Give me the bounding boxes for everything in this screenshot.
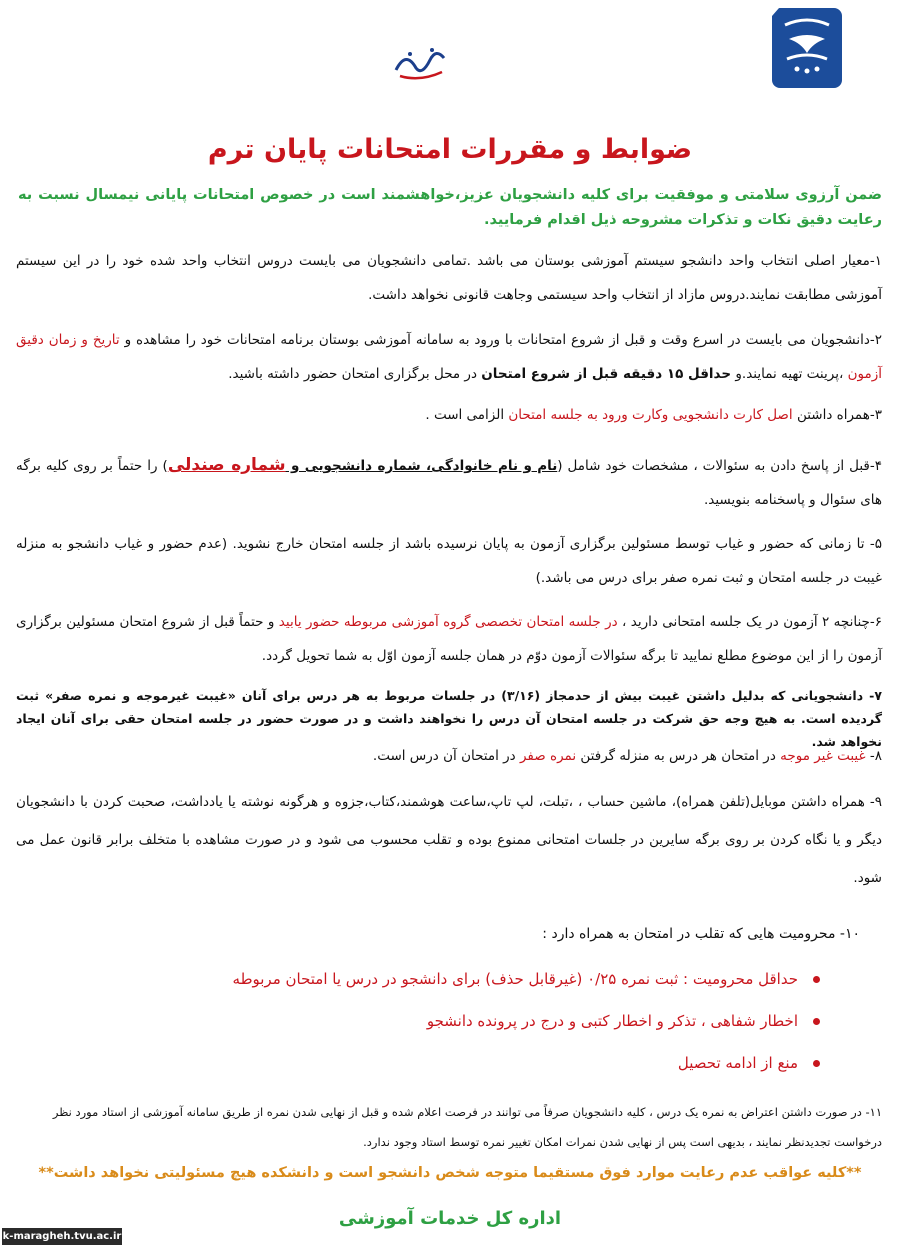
list-item-text: حداقل محرومیت : ثبت نمره ۰/۲۵ (غیرقابل حذف) برای دانشجو در درس یا امتحان مربوطه (232, 970, 798, 988)
rule-4-text-a: ۴-قبل از پاسخ دادن به سئوالات ، مشخصات خود شامل ( (557, 458, 882, 474)
rule-5: ۵- تا زمانی که حضور و غیاب توسط مسئولین برگزاری آزمون به پایان نرسیده باشد از جلسه امتحان خارج نشوید. (عدم حضور و غیاب دانشجو به منزله غیبت در جلسه امتحان و ثبت نمره صفر برای درس می باشد.) (16, 536, 882, 586)
rule-3-required-cards: اصل کارت دانشجویی وکارت ورود به جلسه امتحان (508, 407, 793, 423)
list-item (40, 1042, 820, 1084)
motto-calligraphy (392, 40, 448, 82)
rule-7: ۷- دانشجویانی که بدلیل داشتن غیبت بیش از حدمجاز (۳/۱۶) در جلسات مربوط به هر درس برای آنان «غیبت غیرموجه و نمره صفر» ثبت گردیده است. به هیچ وجه حق شرکت در جلسه امتحان آن درس را نخواهند داشت و در صورت حضور در جلسه امتحان حقی برای آنان ایجاد نخواهد شد. (16, 688, 883, 749)
list-item (40, 1000, 820, 1042)
rule-6-attend-session: در جلسه امتحان تخصصی گروه آموزشی مربوطه حضور یابید (278, 614, 618, 630)
bullet-icon (813, 1060, 820, 1067)
rule-4-seat-number: شماره صندلی (167, 455, 286, 475)
rule-8-unexcused-absence: غیبت غیر موجه (780, 748, 866, 764)
rule-8-text-c: در امتحان هر درس به منزله گرفتن (576, 748, 781, 764)
rule-8-text-e: در امتحان آن درس است. (372, 748, 520, 764)
rule-4 (16, 448, 882, 517)
list-item-text: منع از ادامه تحصیل (677, 1054, 798, 1072)
rule-6-text-c: و حتماً قبل از شروع امتحان مسئولین برگزاری آزمون را از این موضوع مطلع نمایید تا برگه سئوالات آزمون دوّم در همان جلسه آزمون اوّل به شما تحویل گردد. (16, 614, 882, 664)
rule-2-text-e: در محل برگزاری امتحان حضور داشته باشید. (228, 366, 482, 382)
intro-paragraph: ضمن آرزوی سلامتی و موفقیت برای کلیه دانشجویان عزیز،خواهشمند است در خصوص امتحانات پایانی نیمسال نسبت به رعایت دقیق نکات و تذکرات مشروحه ذیل اقدام فرمایید. (18, 187, 882, 228)
university-logo (772, 8, 842, 88)
rule-3 (16, 398, 882, 432)
rule-10-heading: ۱۰- محرومیت هایی که تقلب در امتحان به همراه دارد : (542, 926, 860, 942)
rule-4-name-id: نام و نام خانوادگی، شماره دانشجویی و (285, 458, 558, 474)
rule-8-text-a: ۸- (865, 748, 882, 764)
rule-2 (16, 323, 882, 391)
rule-11: ۱۱- در صورت داشتن اعتراض به نمره یک درس ، کلیه دانشجویان صرفاً می توانند در فرصت اعلام شده و قبل از نهایی شدن نمره از طریق سامانه آموزشی از استاد مورد نظر درخواست تجدیدنظر نمایند ، بدیهی است پس از نهایی شدن نمرات امکان تغییر نمره توسط استاد وجود ندارد. (52, 1105, 882, 1149)
rule-6-text-a: ۶-چنانچه ۲ آزمون در یک جلسه امتحانی دارید ، (617, 614, 883, 630)
rule-4-text-d: ) را حتماً بر روی کلیه برگه های سئوال و پاسخنامه بنویسید. (16, 458, 882, 508)
rule-2-text-c: ،پرینت تهیه نمایند.و (731, 366, 848, 382)
rule-1: ۱-معیار اصلی انتخاب واحد دانشجو سیستم آموزشی بوستان می باشد .تمامی دانشجویان می بایست دروس انتخاب واحد شده خود را در این سیستم آموزشی مطابقت نمایند.دروس مازاد از انتخاب واحد سیستمی وجاهت قانونی نخواهد داشت. (16, 253, 882, 303)
rule-2-exam-time: تاریخ و زمان دقیق آزمون (16, 332, 882, 382)
rule-6 (16, 605, 882, 673)
footer-office-name: اداره کل خدمات آموزشی (338, 1208, 562, 1229)
rule-3-text-c: الزامی است . (425, 407, 509, 423)
list-item (40, 958, 820, 1000)
rule-2-text-a: ۲-دانشجویان می بایست در اسرع وقت و قبل از شروع امتحانات با ورود به سامانه آموزشی بوستان برنامه امتحانات خود را مشاهده و (119, 332, 882, 348)
list-item-text: اخطار شفاهی ، تذکر و اخطار کتبی و درج در پرونده دانشجو (426, 1012, 798, 1030)
page-title: ضوابط و مقررات امتحانات پایان ترم (207, 134, 693, 165)
website-link[interactable]: k-maragheh.tvu.ac.ir (2, 1228, 122, 1245)
rule-8 (16, 739, 882, 773)
bullet-icon (813, 976, 820, 983)
university-logo-mark (777, 13, 837, 83)
bullet-icon (813, 1018, 820, 1025)
rule-2-arrival-time: حداقل ۱۵ دقیقه قبل از شروع امتحان (481, 366, 732, 382)
rule-8-zero-grade: نمره صفر (519, 748, 577, 764)
rule-10-bullet-list (40, 958, 820, 1084)
footer-warning: **کلیه عواقب عدم رعایت موارد فوق مستقیما متوجه شخص دانشجو است و دانشکده هیچ مسئولیتی نخواهد داشت** (38, 1165, 862, 1181)
rule-9: ۹- همراه داشتن موبایل(تلفن همراه)، ماشین حساب ، ،تبلت، لپ تاپ،ساعت هوشمند،کتاب،جزوه و هرگونه نوشته یا یادداشت، صحبت کردن با دانشجویان دیگر و یا نگاه کردن بر روی برگه سایرین در جلسات امتحانی ممنوع بوده و تقلب محسوب می شود و در صورت مشاهده با متخلف برابر قانون عمل می شود. (16, 794, 882, 886)
rule-3-text-a: ۳-همراه داشتن (792, 407, 882, 423)
